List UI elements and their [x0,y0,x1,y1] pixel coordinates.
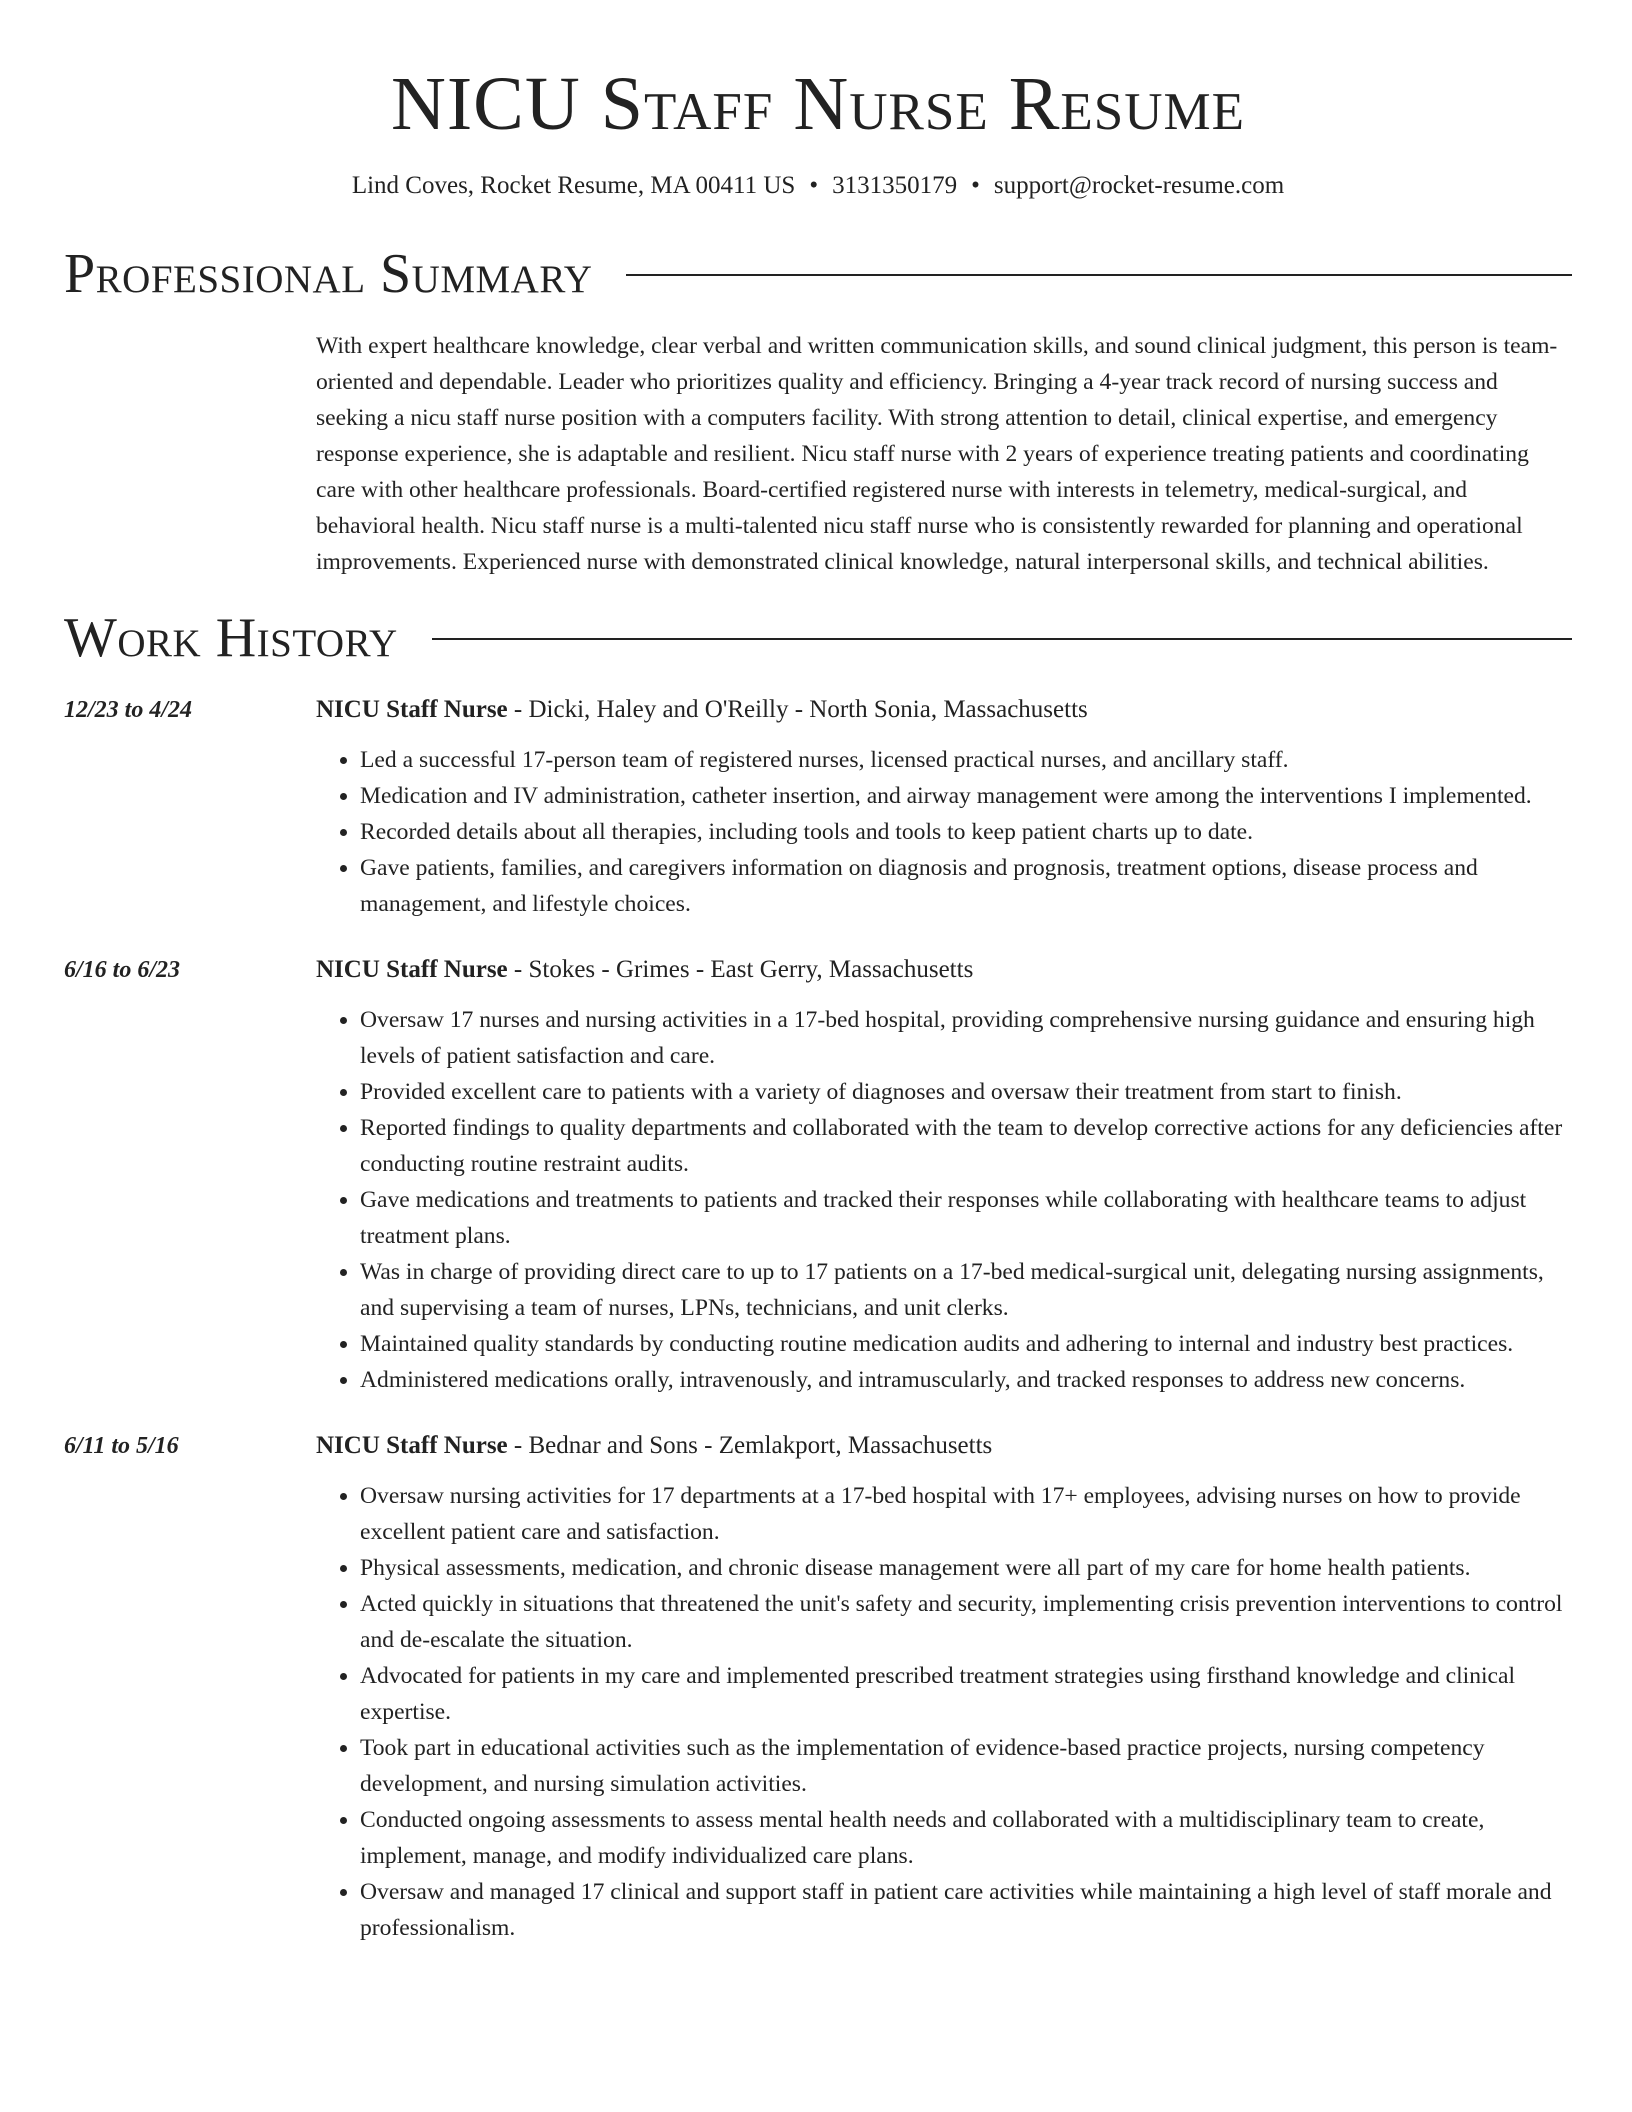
job-role: NICU Staff Nurse [316,956,508,983]
job-bullet: • Recorded details about all therapies, including tools and tools to keep patient charts up to date. [360,814,1572,850]
job-dates: 6/11 to 5/16 [64,1433,179,1459]
job-bullet: • Medication and IV administration, catheter insertion, and airway management were among the interventions I implemented. [360,778,1572,814]
job-bullet-list [316,742,1572,922]
contact-address: Lind Coves, Rocket Resume, MA 00411 US [351,172,796,199]
job-bullet: • Provided excellent care to patients with a variety of diagnoses and oversaw their treatment from start to finish. [360,1074,1572,1110]
job-employer-location: - Bednar and Sons - Zemlakport, Massachusetts [507,1432,993,1459]
job-dates: 6/16 to 6/23 [64,957,181,983]
job-bullet: • Conducted ongoing assessments to assess mental health needs and collaborated with a multidisciplinary team to create, implement, manage, and modify individualized care plans. [360,1802,1572,1874]
job-title-line [316,952,1572,988]
job-dates: 12/23 to 4/24 [64,697,193,723]
contact-phone: 3131350179 [832,172,958,199]
job-bullet: • Administered medications orally, intravenously, and intramuscularly, and tracked responses to address new concerns. [360,1362,1572,1398]
work-history-section-heading [64,606,1572,670]
job-body [316,692,1572,922]
contact-line [64,170,1572,202]
job-bullet-list [316,1002,1572,1398]
work-history-heading: Work History [64,607,398,669]
job-title-line [316,1428,1572,1464]
contact-separator: • [971,172,980,199]
job-entry [64,1428,1572,1946]
job-bullet: • Physical assessments, medication, and chronic disease management were all part of my care for home health patients. [360,1550,1572,1586]
job-role: NICU Staff Nurse [316,696,508,723]
section-divider [432,638,1572,640]
resume-page [64,0,1572,1946]
job-body [316,952,1572,1398]
job-bullet: • Acted quickly in situations that threatened the unit's safety and security, implementing crisis prevention interventions to control and de-escalate the situation. [360,1586,1572,1658]
job-bullet: • Advocated for patients in my care and implemented prescribed treatment strategies using firsthand knowledge and clinical expertise. [360,1658,1572,1730]
job-bullet: • Was in charge of providing direct care to up to 17 patients on a 17-bed medical-surgical unit, delegating nursing assignments, and supervising a team of nurses, LPNs, technicians, and unit clerks. [360,1254,1572,1326]
job-bullet: • Gave medications and treatments to patients and tracked their responses while collaborating with healthcare teams to adjust treatment plans. [360,1182,1572,1254]
job-bullet-list [316,1478,1572,1946]
job-bullet: • Led a successful 17-person team of registered nurses, licensed practical nurses, and ancillary staff. [360,742,1572,778]
section-divider [626,274,1572,276]
summary-section-heading [64,242,1572,306]
job-employer-location: - Stokes - Grimes - East Gerry, Massachusetts [507,956,974,983]
resume-title: NICU Staff Nurse Resume [390,62,1246,146]
job-bullet: • Oversaw and managed 17 clinical and support staff in patient care activities while maintaining a high level of staff morale and professionalism. [360,1874,1572,1946]
job-role: NICU Staff Nurse [316,1432,508,1459]
job-bullet: • Took part in educational activities such as the implementation of evidence-based practice projects, nursing competency development, and nursing simulation activities. [360,1730,1572,1802]
job-entry [64,952,1572,1398]
contact-separator: • [809,172,819,199]
contact-email: support@rocket-resume.com [993,172,1285,199]
job-list [64,692,1572,1946]
job-employer-location: - Dicki, Haley and O'Reilly - North Sonia, Massachusetts [507,696,1088,723]
job-bullet: • Reported findings to quality departments and collaborated with the team to develop corrective actions for any deficiencies after conducting routine restraint audits. [360,1110,1572,1182]
job-body [316,1428,1572,1946]
job-bullet: • Oversaw 17 nurses and nursing activities in a 17-bed hospital, providing comprehensive nursing guidance and ensuring high levels of patient satisfaction and care. [360,1002,1572,1074]
job-bullet: • Maintained quality standards by conducting routine medication audits and adhering to internal and industry best practices. [360,1326,1572,1362]
job-title-line [316,692,1572,728]
job-bullet: • Oversaw nursing activities for 17 departments at a 17-bed hospital with 17+ employees, advising nurses on how to provide excellent patient care and satisfaction. [360,1478,1572,1550]
job-entry [64,692,1572,922]
job-bullet: • Gave patients, families, and caregivers information on diagnosis and prognosis, treatment options, disease process and management, and lifestyle choices. [360,850,1572,922]
summary-heading: Professional Summary [64,243,593,305]
summary-text: With expert healthcare knowledge, clear verbal and written communication skills, and sound clinical judgment, this person is team-oriented and dependable. Leader who prioritizes quality and efficiency. Bringing a 4-year track record of nursing success and seeking a nicu staff nurse position with a computers facility. With strong attention to detail, clinical expertise, and emergency response experience, she is adaptable and resilient. Nicu staff nurse with 2 years of experience treating patients and coordinating care with other healthcare professionals. Board-certified registered nurse with interests in telemetry, medical-surgical, and behavioral health. Nicu staff nurse is a multi-talented nicu staff nurse who is consistently rewarded for planning and operational improvements. Experienced nurse with demonstrated clinical knowledge, natural interpersonal skills, and technical abilities. [316,333,1558,575]
